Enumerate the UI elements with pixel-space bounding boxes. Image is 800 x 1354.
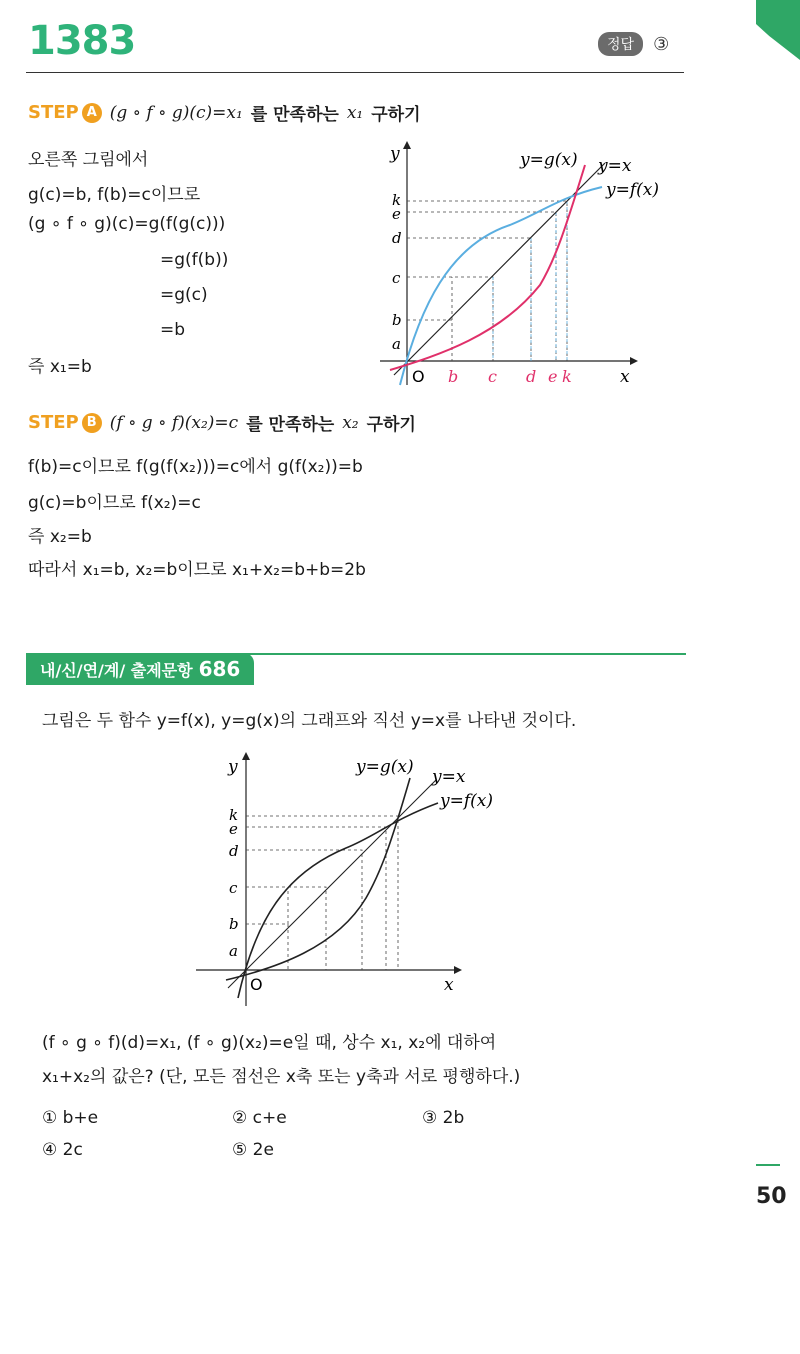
graph2-ytick-b: b (229, 915, 239, 933)
answer-badge-label: 정답 (598, 32, 643, 56)
y-axis-arrow-2 (242, 752, 250, 760)
graph1-label-g: y=g(x) (520, 150, 578, 170)
connection-tab (26, 653, 254, 685)
graph2-origin: O (250, 975, 263, 994)
solution-b-line-2: g(c)=b이므로 f(x₂)=c (28, 493, 201, 513)
solution-a-line-3: (g ∘ f ∘ g)(c)=g(f(g(c))) (28, 214, 226, 234)
graph1-ytick-k: k (392, 191, 402, 209)
graph1-y-label: y (390, 144, 400, 164)
step-a-text: 를 만족하는 (250, 105, 339, 125)
graph2-x-label: x (444, 975, 454, 995)
connection-number: 686 (198, 657, 241, 681)
graph2-label-f: y=f(x) (440, 791, 493, 811)
top-divider (26, 72, 684, 73)
x-axis-arrow (630, 357, 638, 365)
graph1-xtick-b: b (448, 367, 459, 386)
step-a-letter: A (82, 103, 102, 123)
graph2-label-g: y=g(x) (356, 757, 414, 777)
graph2-label-line: y=x (432, 767, 466, 787)
step-b-var: x₂ (342, 412, 359, 433)
graph1-xtick-c: c (488, 367, 497, 386)
graph1-ytick-b: b (392, 311, 402, 329)
solution-a-line-7: 즉 x₁=b (28, 357, 92, 377)
step-b-tail: 구하기 (366, 415, 416, 435)
curve-f (400, 187, 602, 385)
step-a-label (28, 102, 102, 123)
graph2-ytick-e: e (229, 820, 238, 838)
step-b-label (28, 412, 102, 433)
x-axis-arrow-2 (454, 966, 462, 974)
solution-a-line-2: g(c)=b, f(b)=c이므로 (28, 185, 201, 205)
step-b-letter: B (82, 413, 102, 433)
graph2-ytick-k: k (229, 806, 239, 824)
step-b-label-text: STEP (28, 412, 79, 433)
graph1-xtick-e: e (548, 367, 558, 386)
graph1-origin: O (412, 367, 425, 386)
answer-value: ③ (653, 33, 670, 55)
graph2-ytick-d: d (229, 842, 239, 860)
step-a-tail: 구하기 (371, 105, 421, 125)
chapter-tab (756, 0, 800, 60)
choice-2[interactable]: ② c+e (232, 1108, 287, 1128)
step-a-label-text: STEP (28, 102, 79, 123)
step-a-var: x₁ (346, 102, 364, 123)
step-b-heading (28, 410, 416, 435)
graph1-ytick-a: a (392, 335, 401, 353)
choice-4[interactable]: ④ 2c (42, 1140, 83, 1160)
page-number: 50 (756, 1184, 787, 1209)
solution-a-line-6: =b (160, 320, 186, 340)
graph1-label-f: y=f(x) (606, 180, 659, 200)
choice-5[interactable]: ⑤ 2e (232, 1140, 274, 1160)
choice-3[interactable]: ③ 2b (422, 1108, 465, 1128)
graph1-ytick-e: e (392, 205, 401, 223)
step-a-heading (28, 100, 421, 125)
solution-graph (380, 135, 700, 395)
line-y-equals-x-2 (228, 780, 436, 988)
solution-a-line-1: 오른쪽 그림에서 (28, 150, 149, 170)
graph2-y-label: y (228, 757, 238, 777)
solution-a-line-4: =g(f(b)) (160, 250, 229, 270)
solution-b-line-1: f(b)=c이므로 f(g(f(x₂)))=c에서 g(f(x₂))=b (28, 457, 363, 477)
problem-question-line-2: x₁+x₂의 값은? (단, 모든 점선은 x축 또는 y축과 서로 평행하다.) (42, 1067, 521, 1087)
graph2-ytick-a: a (229, 942, 238, 960)
problem-graph (196, 748, 536, 1010)
solution-a-line-5: =g(c) (160, 285, 208, 305)
side-strip (756, 0, 800, 1354)
graph1-x-label: x (620, 367, 630, 387)
problem-question-line-1: (f ∘ g ∘ f)(d)=x₁, (f ∘ g)(x₂)=e일 때, 상수 x₁, x₂에 대하여 (42, 1033, 497, 1053)
graph1-label-line: y=x (598, 156, 632, 176)
choice-1[interactable]: ① b+e (42, 1108, 99, 1128)
curve-g-2 (226, 778, 410, 980)
page-number-rule (756, 1164, 780, 1166)
step-b-formula: (f ∘ g ∘ f)(x₂)=c (109, 412, 239, 433)
problem-intro: 그림은 두 함수 y=f(x), y=g(x)의 그래프와 직선 y=x를 나타낸 것이다. (42, 711, 577, 731)
step-a-formula: (g ∘ f ∘ g)(c)=x₁ (109, 102, 243, 123)
connection-title: 내/신/연/계/ 출제문항 (40, 660, 193, 680)
solution-b-line-4: 따라서 x₁=b, x₂=b이므로 x₁+x₂=b+b=2b (28, 560, 366, 580)
graph1-ytick-c: c (392, 269, 401, 287)
graph1-xtick-k: k (562, 367, 572, 386)
y-axis-arrow (403, 141, 411, 149)
step-b-text: 를 만족하는 (246, 415, 335, 435)
graph1-ytick-d: d (392, 229, 402, 247)
answer-badge (598, 32, 669, 56)
solution-b-line-3: 즉 x₂=b (28, 527, 92, 547)
graph2-ytick-c: c (229, 879, 238, 897)
problem-number: 1383 (28, 18, 136, 64)
connection-bar (26, 653, 686, 685)
graph1-xtick-d: d (526, 367, 537, 386)
